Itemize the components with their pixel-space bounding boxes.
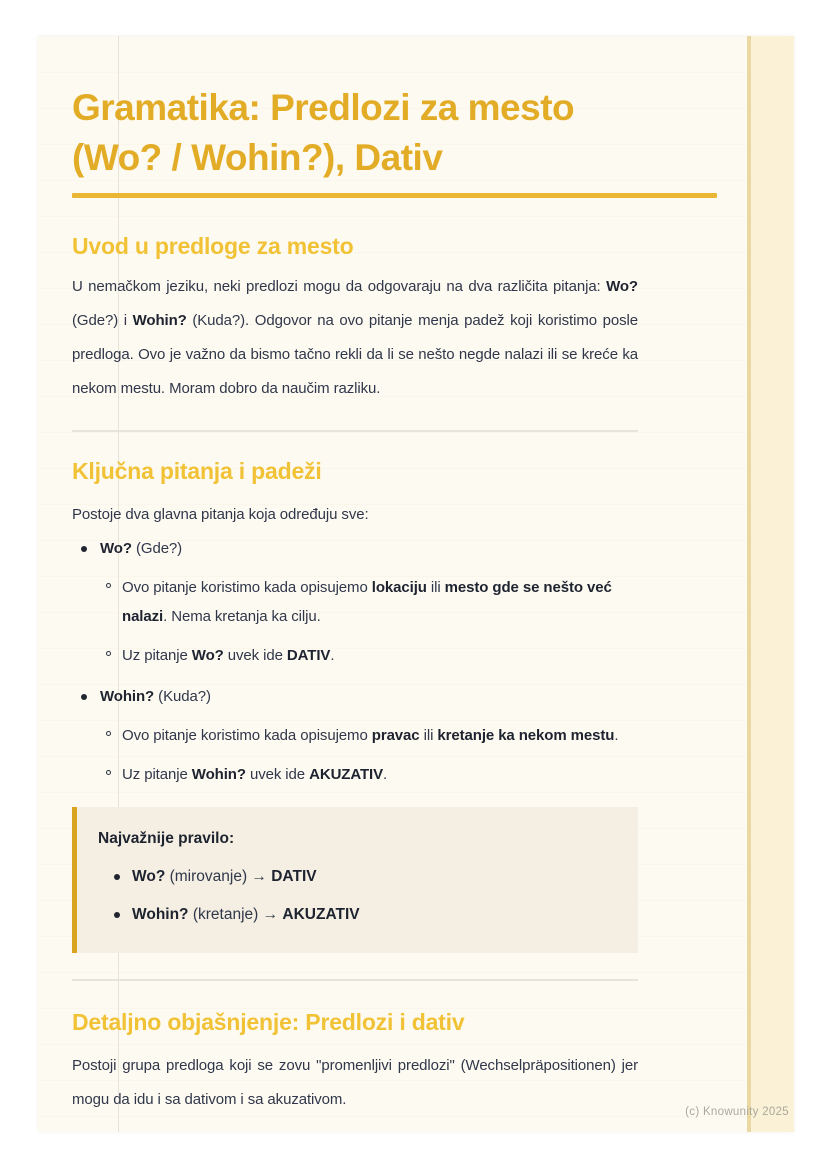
paragraph-uvod: U nemačkom jeziku, neki predlozi mogu da odgovaraju na dva različita pitanja: Wo? (Gde?) i Wohin? (Kuda?). Odgovor na ovo pitanje menja padež koji koristimo posle predloga. Ovo je važno da bismo tačno rekli da li se nešto negde nalazi ili se kreće ka nekom mestu. Moram dobro da naučim razliku.	[72, 278, 638, 397]
bullet-circle-icon	[106, 770, 111, 775]
callout-item	[98, 863, 618, 891]
list-item-wohin-label: Wohin? (Kuda?)	[100, 688, 211, 705]
right-margin-rule	[747, 36, 751, 1132]
bullet-circle-icon	[106, 731, 111, 736]
bullet-dot-icon	[81, 546, 87, 552]
sub-item-text: Uz pitanje Wohin? uvek ide AKUZATIV.	[122, 766, 388, 783]
sub-item-text: Uz pitanje Wo? uvek ide DATIV.	[122, 647, 335, 664]
sub-item-text: Ovo pitanje koristimo kada opisujemo lokaciju ili mesto gde se nešto već nalazi. Nema kretanja ka cilju.	[122, 579, 612, 625]
sub-list-item	[106, 721, 648, 750]
bullet-dot-icon	[114, 874, 120, 880]
bullet-circle-icon	[106, 583, 111, 588]
document-content	[72, 83, 648, 1117]
callout-item-text: Wo? (mirovanje) → DATIV	[132, 868, 317, 885]
section-divider	[72, 979, 638, 981]
callout-box	[72, 807, 638, 953]
document-title-line-2: (Wo? / Wohin?), Dativ	[72, 137, 443, 178]
list-item-wo-label: Wo? (Gde?)	[100, 540, 183, 557]
callout-item-text: Wohin? (kretanje) → AKUZATIV	[132, 906, 360, 923]
callout-title: Najvažnije pravilo:	[98, 830, 235, 847]
sub-list-item	[106, 760, 648, 789]
sub-item-text: Ovo pitanje koristimo kada opisujemo pravac ili kretanje ka nekom mestu.	[122, 727, 619, 744]
right-margin-strip	[751, 36, 794, 1132]
section-divider	[72, 430, 638, 432]
sub-list-item	[106, 641, 648, 670]
sub-list-item	[106, 573, 648, 631]
title-underline-rule	[72, 193, 717, 198]
section-heading-detaljno: Detaljno objašnjenje: Predlozi i dativ	[72, 1009, 465, 1035]
bullet-dot-icon	[114, 912, 120, 918]
section-heading-kljucna: Ključna pitanja i padeži	[72, 458, 322, 484]
paragraph-detaljno: Postoji grupa predloga koji se zovu "promenljivi predlozi" (Wechselpräpositionen) jer mogu da idu i sa dativom i sa akuzativom.	[72, 1057, 638, 1108]
list-item-wohin	[72, 682, 648, 711]
paragraph-kljucna-intro: Postoje dva glavna pitanja koja određuju sve:	[72, 506, 369, 523]
callout-item	[98, 901, 618, 929]
copyright-footer: (c) Knowunity 2025	[685, 1106, 789, 1118]
document-title-line-1: Gramatika: Predlozi za mesto	[72, 87, 575, 128]
document-title	[72, 83, 648, 183]
bullet-circle-icon	[106, 651, 111, 656]
section-heading-uvod: Uvod u predloge za mesto	[72, 233, 354, 259]
bullet-dot-icon	[81, 694, 87, 700]
list-item-wo	[72, 534, 648, 563]
paper-sheet	[38, 36, 794, 1132]
